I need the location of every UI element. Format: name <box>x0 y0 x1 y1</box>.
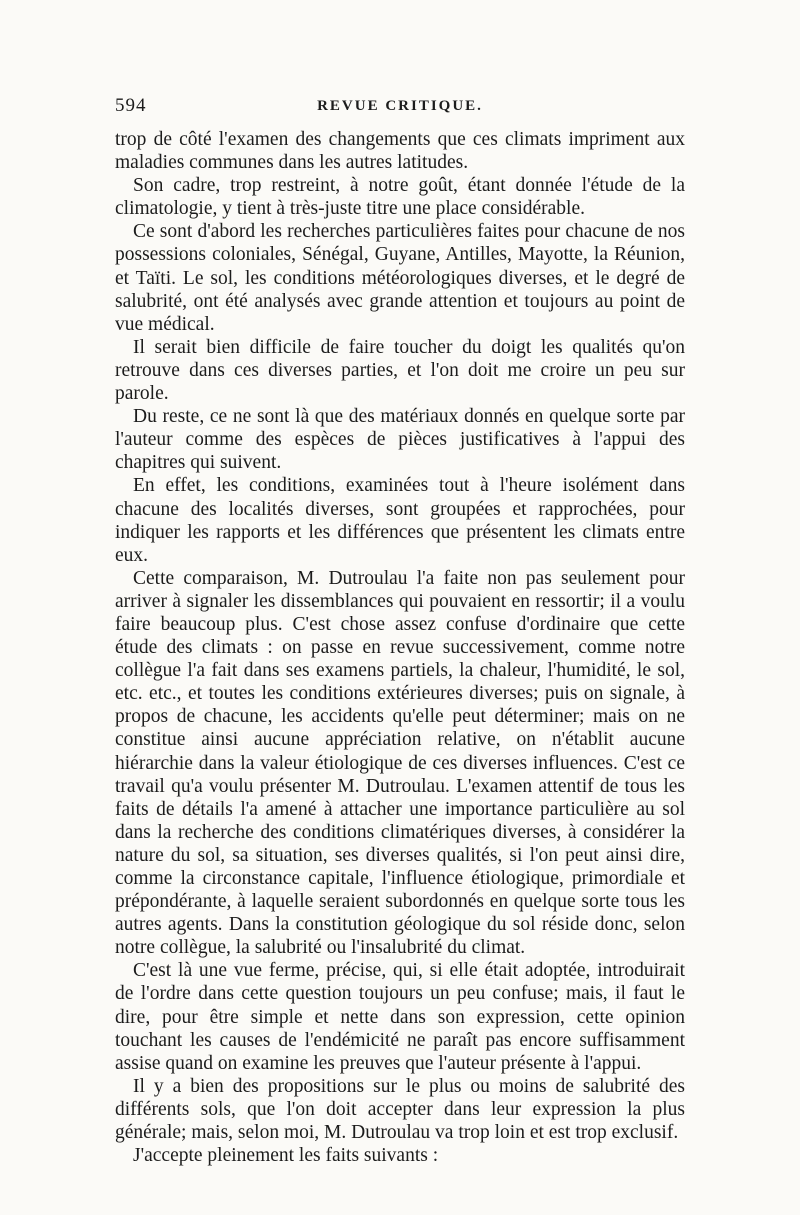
paragraph-continued: trop de côté l'examen des changements que ces climats impriment aux maladies communes dans les autres latitudes. <box>115 129 685 174</box>
paragraph: Il serait bien difficile de faire toucher du doigt les qualités qu'on retrouve dans ces diverses parties, et l'on doit me croire un peu sur parole. <box>115 336 685 405</box>
paragraph: Du reste, ce ne sont là que des matériaux donnés en quelque sorte par l'auteur comme des espèces de pièces justificatives à l'appui des chapitres qui suivent. <box>115 406 685 474</box>
running-title: REVUE CRITIQUE. <box>317 98 483 114</box>
page-header <box>115 95 685 125</box>
paragraph: J'accepte pleinement les faits suivants : <box>133 1145 439 1167</box>
paragraph: En effet, les conditions, examinées tout à l'heure isolément dans chacune des localités diverses, sont groupées et rapprochées, pour indiquer les rapports et les différences que présentent les climats entre eux. <box>115 475 685 566</box>
paragraph: Son cadre, trop restreint, à notre goût, étant donnée l'étude de la climatologie, y tient à très-juste titre une place considérable. <box>115 175 685 220</box>
paragraph: C'est là une vue ferme, précise, qui, si elle était adoptée, introduirait de l'ordre dans cette question toujours un peu confuse; mais, il faut le dire, pour être simple et nette dans son expression, cette opinion touchant les causes de l'endémicité ne paraît pas encore suffisamment assise quand on examine les preuves que l'auteur présente à l'appui. <box>115 960 685 1074</box>
paragraph: Cette comparaison, M. Dutroulau l'a faite non pas seulement pour arriver à signaler les dissemblances qui pouvaient en ressortir; il a voulu faire beaucoup plus. C'est chose assez confuse d'ordinaire que cette étude des climats : on passe en revue successivement, comme notre collègue l'a fait dans ses examens partiels, la chaleur, l'humidité, le sol, etc. etc., et toutes les conditions extérieures diverses; puis on signale, à propos de chacune, les accidents qu'elle peut déterminer; mais on ne constitue ainsi aucune appréciation relative, on n'établit aucune hiérarchie dans la valeur étiologique de ces diverses influences. C'est ce travail qu'a voulu présenter M. Dutroulau. L'examen attentif de tous les faits de détails l'a amené à attacher une importance particulière au sol dans la recherche des conditions climatériques diverses, à considérer la nature du sol, sa situation, ses diverses qualités, si l'on peut ainsi dire, comme la circonstance capitale, l'influence étiologique, primordiale et prépondérante, à laquelle seraient subordonnés en quelque sorte tous les autres agents. Dans la constitution géologique du sol réside donc, selon notre collègue, la salubrité ou l'insalubrité du climat. <box>115 567 685 959</box>
page-number: 594 <box>115 95 147 116</box>
paragraph: Ce sont d'abord les recherches particulières faites pour chacune de nos possessions coloniales, Sénégal, Guyane, Antilles, Mayotte, la Réunion, et Taïti. Le sol, les conditions météorologiques diverses, et le degré de salubrité, ont été analysés avec grande attention et toujours au point de vue médical. <box>115 221 685 335</box>
page-body <box>115 128 685 1167</box>
paragraph: Il y a bien des propositions sur le plus ou moins de salubrité des différents sols, que l'on doit accepter dans leur expression la plus générale; mais, selon moi, M. Dutroulau va trop loin et est trop exclusif. <box>115 1075 685 1144</box>
